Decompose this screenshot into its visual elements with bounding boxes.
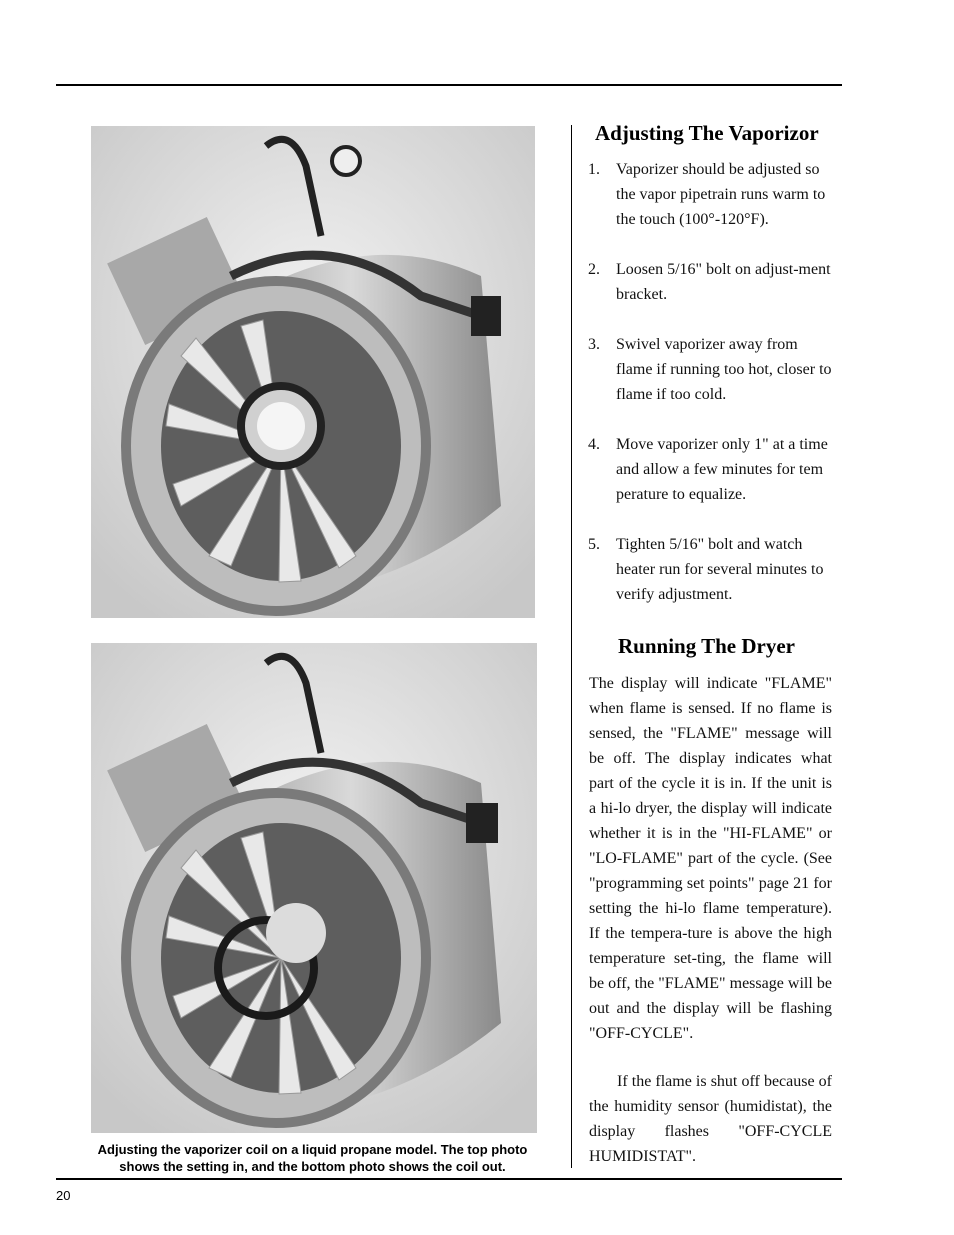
step-text: Swivel vaporizer away from flame if running too hot, closer to flame if too cold. [616, 336, 832, 403]
dryer-paragraph-1: The display will indicate "FLAME" when flame is sensed. If no flame is sensed, the "FLAME" message will be off. The display indicates what part of the cycle it is in. If the unit is a hi-lo dryer, the display will indicate whether it is in the "HI-FLAME" or "LO-FLAME" part of the cycle. (See "programming set points" page 21 for setting the hi-lo flame temperature). If the tempera-ture is above the high temperature set-ting, the flame will be off, the "FLAME" message will be out and the display will be flashing "OFF-CYCLE". [589, 675, 832, 1042]
step-number: 3. [588, 336, 600, 353]
dryer-paragraph-2: If the flame is shut off because of the humidity sensor (humidistat), the display flashes "OFF-CYCLE HUMIDISTAT". [589, 1073, 832, 1165]
caption-line-1: Adjusting the vaporizer coil on a liquid propane model. The top photo [97, 1142, 528, 1157]
column-divider [571, 125, 572, 1168]
list-item [588, 257, 838, 307]
step-number: 2. [588, 261, 600, 278]
top-rule [56, 84, 842, 86]
list-item [588, 532, 838, 607]
page-number: 20 [56, 1188, 71, 1203]
bottom-rule [56, 1178, 842, 1180]
list-item [588, 432, 838, 507]
list-item [588, 157, 838, 232]
vaporizer-steps-list [588, 157, 838, 632]
step-number: 1. [588, 161, 600, 178]
step-text: Tighten 5/16" bolt and watch heater run for several minutes to verify adjustment. [616, 536, 824, 603]
step-number: 4. [588, 436, 600, 453]
caption-line-2: shows the setting in, and the bottom photo shows the coil out. [119, 1159, 506, 1174]
heading-adjusting-vaporizor: Adjusting The Vaporizor [595, 121, 819, 145]
vaporizer-photo-coil-in [91, 126, 535, 618]
burner-illustration-top [91, 126, 535, 618]
heading-running-dryer: Running The Dryer [618, 634, 795, 658]
vaporizer-photo-coil-out [91, 643, 537, 1133]
step-text: Vaporizer should be adjusted so the vapor pipetrain runs warm to the touch (100°-120°F). [616, 161, 826, 228]
burner-illustration-bottom [91, 643, 537, 1133]
step-text: Loosen 5/16" bolt on adjust-ment bracket. [616, 261, 831, 303]
step-text: Move vaporizer only 1" at a time and allow a few minutes for tem perature to equalize. [616, 436, 828, 503]
list-item [588, 332, 838, 407]
step-number: 5. [588, 536, 600, 553]
figure-caption [60, 1141, 565, 1175]
